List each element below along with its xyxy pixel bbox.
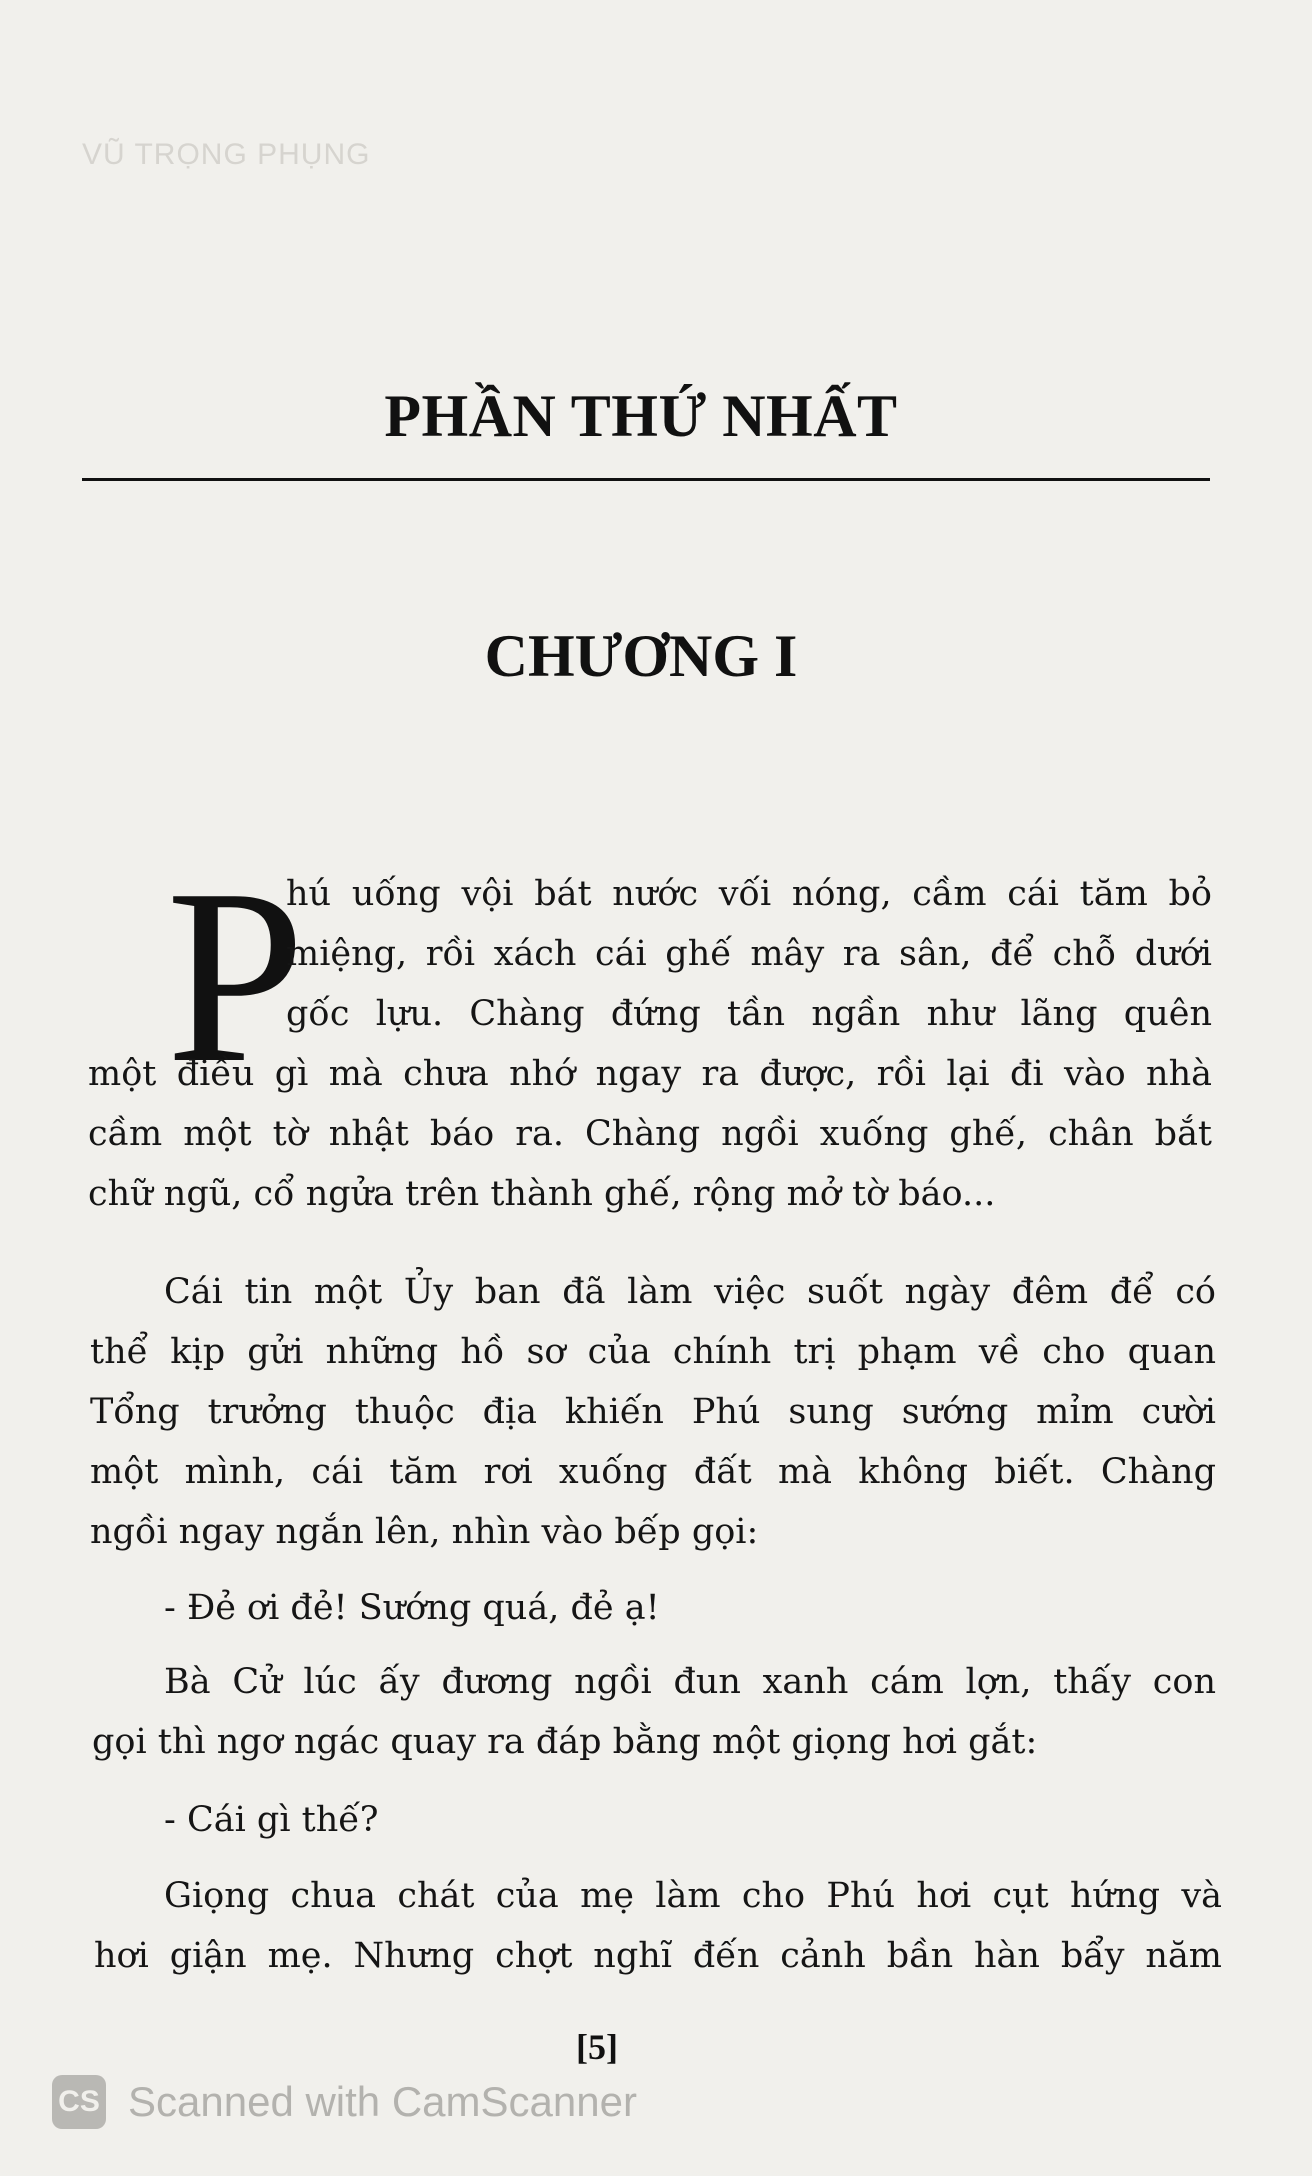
watermark-text: Scanned with CamScanner xyxy=(128,2078,637,2125)
dialogue-line: - Đẻ ơi đẻ! Sướng quá, đẻ ạ! xyxy=(164,1588,660,1628)
bleed-through-header: VŨ TRỌNG PHỤNG xyxy=(82,138,371,171)
text-line: một mình, cái tăm rơi xuống đất mà không biết. Chàng xyxy=(90,1452,1216,1492)
text-line: miệng, rồi xách cái ghế mây ra sân, để chỗ dưới xyxy=(286,934,1212,974)
text-line: hơi giận mẹ. Nhưng chợt nghĩ đến cảnh bần hàn bẩy năm xyxy=(94,1936,1222,1976)
text-line: Cái tin một Ủy ban đã làm việc suốt ngày đêm để có xyxy=(164,1272,1216,1312)
camscanner-logo-icon: CS xyxy=(52,2075,106,2129)
chapter-title: CHƯƠNG I xyxy=(484,623,798,689)
scanner-watermark xyxy=(52,2070,637,2134)
part-title: PHẦN THỨ NHẤT xyxy=(384,383,898,449)
title-divider xyxy=(82,478,1210,481)
text-line: một điều gì mà chưa nhớ ngay ra được, rồi lại đi vào nhà xyxy=(88,1054,1212,1094)
dialogue-line: - Cái gì thế? xyxy=(164,1800,379,1840)
text-line: gọi thì ngơ ngác quay ra đáp bằng một giọng hơi gắt: xyxy=(92,1722,1038,1762)
text-line: gốc lựu. Chàng đứng tần ngần như lãng quên xyxy=(286,994,1212,1034)
text-line: hú uống vội bát nước vối nóng, cầm cái tăm bỏ xyxy=(286,874,1212,914)
page-number: [5] xyxy=(576,2027,618,2067)
drop-cap: P xyxy=(166,838,306,1115)
text-line: Tổng trưởng thuộc địa khiến Phú sung sướng mỉm cười xyxy=(90,1392,1216,1432)
text-line: Giọng chua chát của mẹ làm cho Phú hơi cụt hứng và xyxy=(164,1876,1222,1916)
text-line: ngồi ngay ngắn lên, nhìn vào bếp gọi: xyxy=(90,1512,759,1552)
text-line: cầm một tờ nhật báo ra. Chàng ngồi xuống ghế, chân bắt xyxy=(88,1114,1212,1154)
text-line: thể kịp gửi những hồ sơ của chính trị phạm về cho quan xyxy=(90,1332,1216,1372)
text-line: Bà Cử lúc ấy đương ngồi đun xanh cám lợn, thấy con xyxy=(164,1662,1216,1702)
text-line: chữ ngũ, cổ ngửa trên thành ghế, rộng mở tờ báo... xyxy=(88,1174,996,1214)
